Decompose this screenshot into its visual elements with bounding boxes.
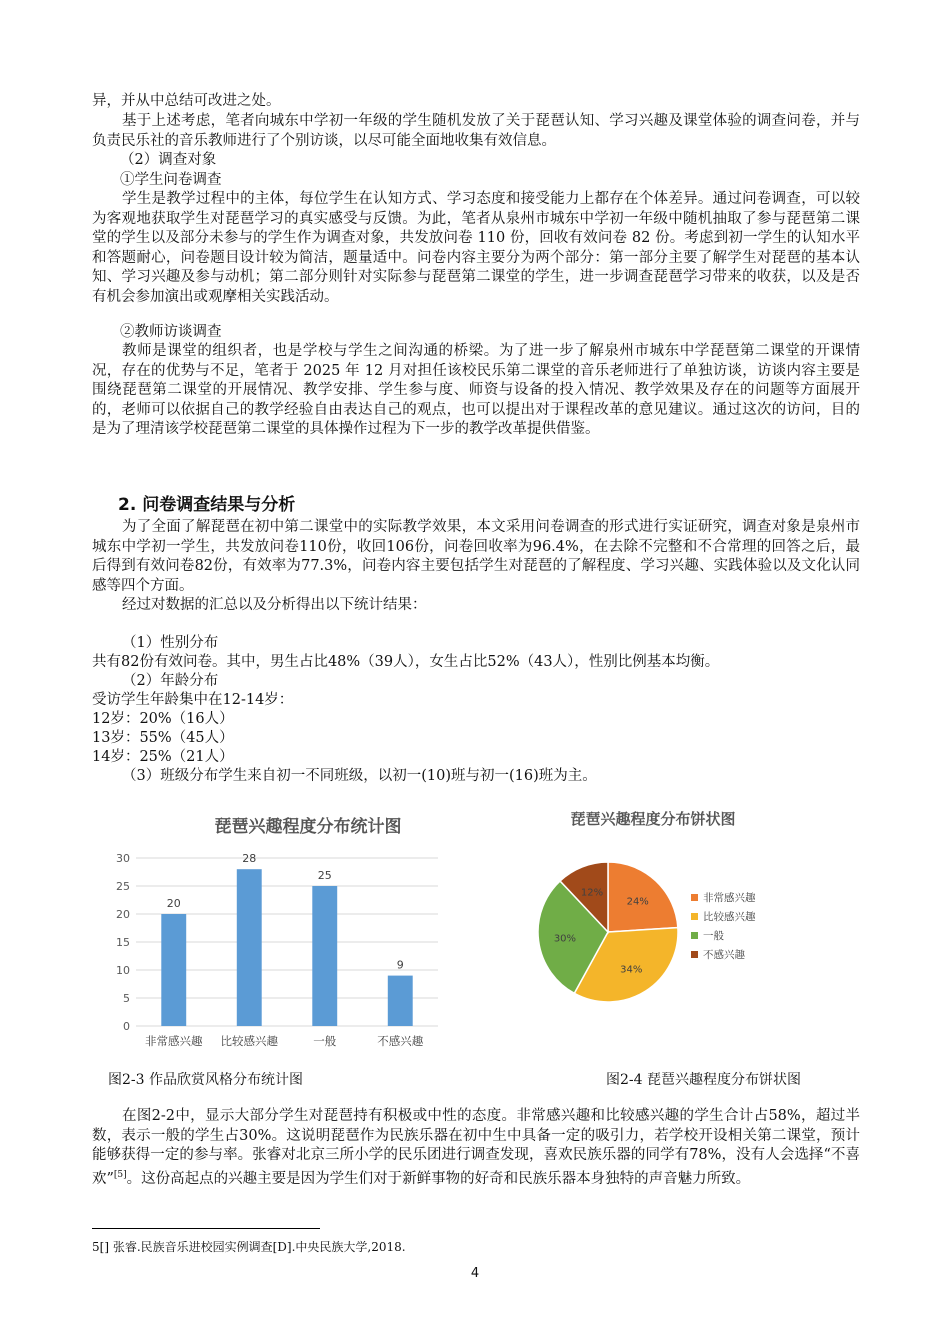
pie-chart-title: 琵琶兴趣程度分布饼状图 — [570, 810, 736, 828]
subheading-teacher-interview: ②教师访谈调查 — [120, 324, 222, 340]
legend-label: 非常感兴趣 — [703, 892, 756, 904]
paragraph-method: 基于上述考虑，笔者向城东中学初一年级的学生随机发放了关于琵琶认知、学习兴趣及课堂体验的调查问卷，并与负责民乐社的音乐教师进行了个别访谈，以尽可能全面地收集有效信息。 — [92, 113, 860, 149]
bar — [161, 914, 186, 1026]
bar-value-label: 9 — [396, 958, 404, 972]
y-tick-label: 30 — [116, 852, 130, 865]
page-number: 4 — [470, 1266, 480, 1281]
age-12: 12岁：20%（16人） — [92, 711, 234, 727]
legend-label: 一般 — [703, 930, 724, 942]
legend-swatch — [691, 913, 698, 920]
section-title: 2. 问卷调查结果与分析 — [118, 495, 296, 515]
bar — [388, 976, 413, 1026]
x-tick-label: 不感兴趣 — [377, 1034, 424, 1048]
figure-caption-left: 图2-3 作品欣赏风格分布统计图 — [108, 1072, 303, 1088]
pie-slice-label: 24% — [626, 896, 649, 908]
age-intro: 受访学生年龄集中在12-14岁： — [92, 692, 294, 708]
pie-chart-figure — [505, 800, 850, 1020]
legend-label: 不感兴趣 — [703, 949, 745, 961]
legend-swatch — [691, 894, 698, 901]
footnote: 5[] 张睿.民族音乐进校园实例调查[D].中央民族大学,2018. — [92, 1240, 406, 1254]
pie-slice-label: 12% — [580, 887, 604, 899]
subheading-survey-object: （2）调查对象 — [120, 152, 217, 168]
paragraph-intro-end: 异，并从中总结可改进之处。 — [92, 93, 281, 109]
bar-chart-figure — [108, 800, 448, 1060]
age-13: 13岁：55%（45人） — [92, 730, 234, 746]
bar-chart-title: 琵琶兴趣程度分布统计图 — [214, 817, 402, 837]
bar — [237, 869, 262, 1026]
y-tick-label: 15 — [116, 936, 130, 949]
gender-text: 共有82份有效问卷。其中，男生占比48%（39人），女生占比52%（43人），性别比例基本均衡。 — [92, 654, 720, 670]
bar-value-label: 20 — [166, 897, 181, 910]
analysis-text-a: 在图2-2中，显示大部分学生对琵琶持有积极或中性的态度。非常感兴趣和比较感兴趣的学生合计占58%，超过半数，表示一般的学生占30%。这说明琵琶作为民族乐器在初中生中具备一定的吸引力，若学校开设相关第二课堂，预计能够获得一定的参与率。张睿对北京三所小学的民乐团进行调查发现，喜欢民族乐器的同学有78%，没有人会选择“不喜欢” — [92, 1108, 860, 1187]
pie-slice-label: 34% — [620, 964, 643, 976]
pie-slice-label: 30% — [553, 933, 577, 945]
citation-marker: [5] — [113, 1169, 127, 1180]
paragraph-results: 为了全面了解琵琶在初中第二课堂中的实际教学效果，本文采用问卷调查的形式进行实证研究，调查对象是泉州市城东中学初一学生，共发放问卷110份，收回106份，问卷回收率为96.4%，在去除不完整和不合常理的回答之后，最后得到有效问卷82份，有效率为77.3%，问卷内容主要包括学生对琵琶的了解程度、学习兴趣、实践体验以及文化认同感等四个方面。 — [92, 519, 860, 594]
y-tick-label: 25 — [116, 880, 130, 893]
paragraph-analysis — [92, 1107, 860, 1189]
pie-chart — [505, 800, 850, 1020]
bar-value-label: 25 — [317, 869, 332, 882]
subheading-student-survey: ①学生问卷调查 — [120, 172, 222, 188]
y-tick-label: 20 — [116, 908, 130, 921]
legend-label: 比较感兴趣 — [703, 911, 756, 923]
footnote-divider — [92, 1228, 320, 1229]
paragraph-summary: 经过对数据的汇总以及分析得出以下统计结果： — [122, 597, 427, 613]
gender-title: （1）性别分布 — [122, 635, 219, 651]
paragraph-student-survey: 学生是教学过程中的主体，每位学生在认知方式、学习态度和接受能力上都存在个体差异。通过问卷调查，可以较为客观地获取学生对琵琶学习的真实感受与反馈。为此，笔者从泉州市城东中学初一年级中随机抽取了参与琵琶第二课堂的学生以及部分未参与的学生作为调查对象，共发放问卷 110 份，回收有效问卷 82 份。考虑到初一学生的认知水平和答题耐心，问卷题目设计较为简洁，题量适中。问卷内容主要分为两个部分：第一部分主要了解学生对琵琶的基本认知、学习兴趣及参与动机；第二部分则针对实际参与琵琶第二课堂的学生，进一步调查琵琶学习带来的收获，以及是否有机会参加演出或观摩相关实践活动。 — [92, 191, 860, 305]
x-tick-label: 比较感兴趣 — [220, 1034, 278, 1048]
y-tick-label: 10 — [116, 964, 130, 977]
legend-swatch — [691, 951, 698, 958]
age-14: 14岁：25%（21人） — [92, 749, 234, 765]
bar-chart — [108, 800, 448, 1060]
bar — [312, 886, 337, 1026]
figure-caption-right: 图2-4 琵琶兴趣程度分布饼状图 — [606, 1072, 801, 1088]
paragraph-teacher-interview: 教师是课堂的组织者，也是学校与学生之间沟通的桥梁。为了进一步了解泉州市城东中学琵琶第二课堂的开课情况，存在的优势与不足，笔者于 2025 年 12 月对担任该校民乐第二课堂的音乐老师进行了单独访谈，访谈内容主要是围绕琵琶第二课堂的开展情况、教学安排、学生参与度、师资与设备的投入情况、教学效果及存在的问题等方面展开的，老师可以依据自己的教学经验自由表达自己的观点，也可以提出对于课程改革的意见建议。通过这次的访问，目的是为了理清该学校琵琶第二课堂的具体操作过程为下一步的教学改革提供借鉴。 — [92, 343, 860, 438]
analysis-text-b: 。这份高起点的兴趣主要是因为学生们对于新鲜事物的好奇和民族乐器本身独特的声音魅力所致。 — [126, 1170, 751, 1187]
x-tick-label: 非常感兴趣 — [145, 1034, 203, 1048]
y-tick-label: 0 — [123, 1020, 130, 1033]
bar-value-label: 28 — [242, 852, 257, 866]
age-title: （2）年龄分布 — [122, 673, 219, 689]
legend-swatch — [691, 932, 698, 939]
y-tick-label: 5 — [123, 992, 130, 1005]
class-distribution: （3）班级分布学生来自初一不同班级，以初一(10)班与初一(16)班为主。 — [122, 768, 597, 784]
x-tick-label: 一般 — [313, 1034, 337, 1048]
